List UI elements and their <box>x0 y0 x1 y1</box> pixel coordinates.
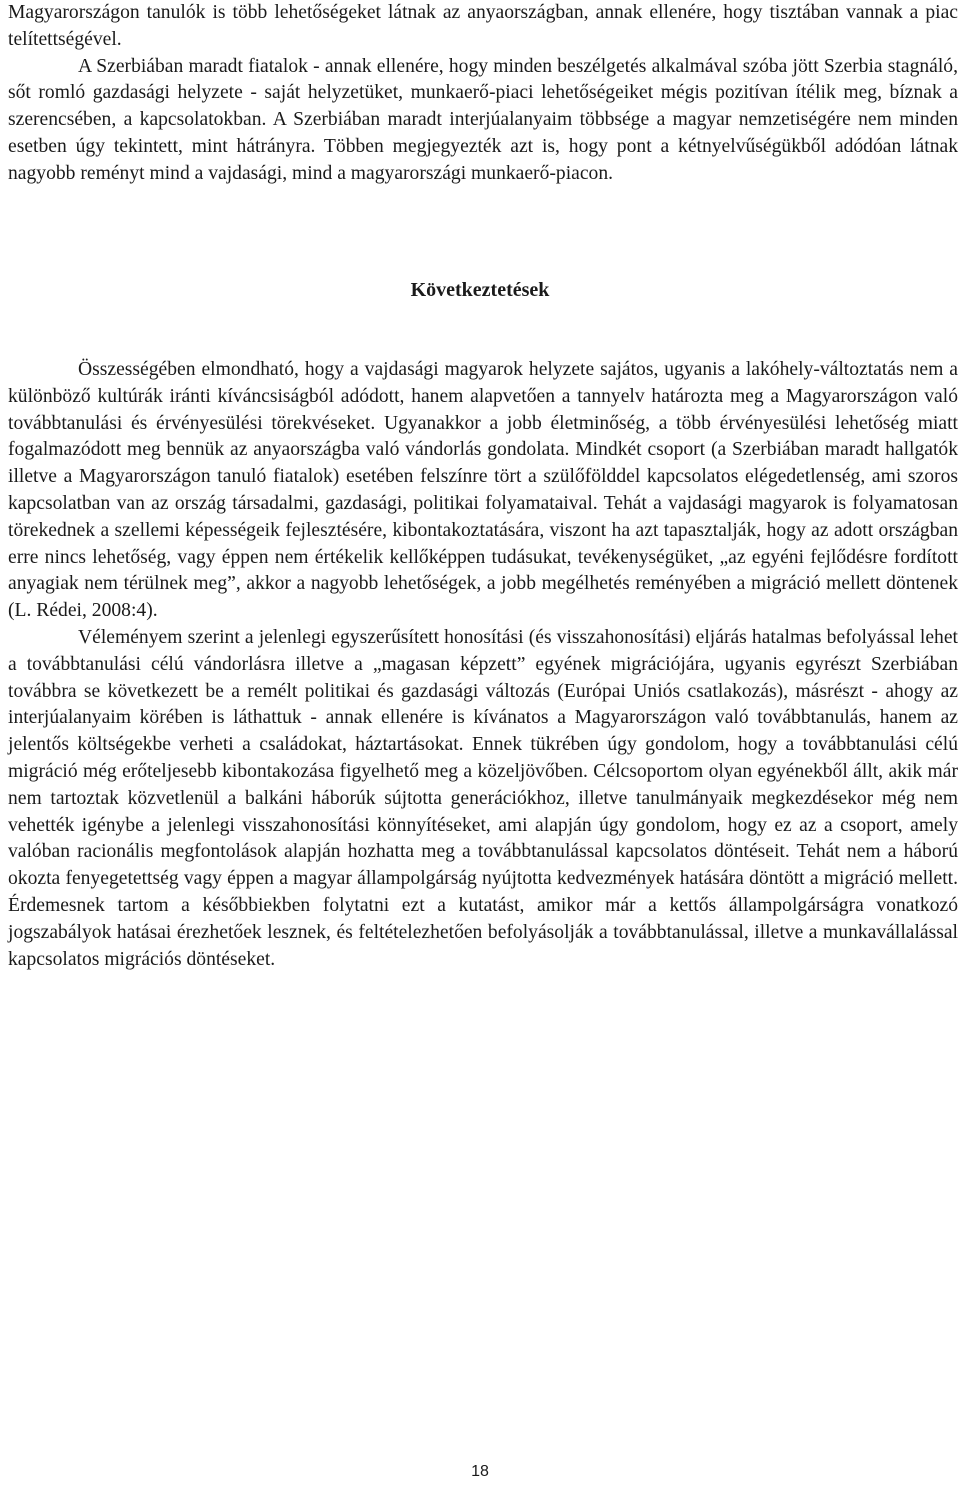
section-heading: Következtetések <box>410 279 550 301</box>
paragraph-opinion: Véleményem szerint a jelenlegi egyszerűsített honosítási (és visszahonosítási) eljárás hatalmas befolyással lehet a továbbtanulási célú vándorlásra illetve a „magasan képzett” egyének migrációjára, ugyanis egyrészt Szerbiában továbbra se következett be a remélt politikai és gazdasági változás (Európai Uniós csatlakozás), másrészt - ahogy az interjúalanyaim körében is láthattuk - annak ellenére is kívánatos a Magyarországon való továbbtanulás, hanem az jelentős költségekbe verheti a családokat, háztartásokat. Ennek tükrében úgy gondolom, hogy a továbbtanulási célú migráció még erőteljesebb kibontakozása figyelhető meg a közeljövőben. Célcsoportom olyan egyénekből állt, akik már nem tartoztak közvetlenül a balkáni háborúk sújtotta generációkhoz, illetve tanulmányaik megkezdésekor még nem vehették igénybe a jelenlegi visszahonosítási könnyítéseket, ami alapján úgy gondolom, hogy ez az a csoport, amely valóban racionális megfontolások alapján hozhatta meg a továbbtanulással kapcsolatos döntéseit. Tehát nem a háború okozta fenyegetettség vagy éppen a magyar állampolgárság nyújtotta kedvezmények hatására döntött a migráció mellett. Érdemesnek tartom a későbbiekben folytatni ezt a kutatást, amikor már a kettős állampolgárságra vonatkozó jogszabályok hatásai érezhetőek lesznek, és feltételezhetően befolyásolják a továbbtanulással, illetve a munkavállalással kapcsolatos migrációs döntéseket. <box>8 626 958 970</box>
page-number: 18 <box>471 1463 489 1480</box>
body-text-top <box>8 0 958 188</box>
paragraph-summary: Összességében elmondható, hogy a vajdasági magyarok helyzete sajátos, ugyanis a lakóhely-változtatás nem a különböző kultúrák iránti kíváncsiságból adódott, hanem alapvetően a tannyelv határozta meg a Magyarországon való továbbtanulási és érvényesülési törekvéseket. Ugyanakkor a jobb életminőség, a több érvényesülési lehetőség miatt fogalmazódott meg bennük az anyaországba való vándorlás gondolata. Mindkét csoport (a Szerbiában maradt hallgatók illetve a Magyarországon tanuló fiatalok) esetében felszínre tört a szülőfölddel kapcsolatos elégedetlenség, ami szoros kapcsolatban van az ország társadalmi, gazdasági, politikai folyamataival. Tehát a vajdasági magyarok is folyamatosan törekednek a szellemi képességeik fejlesztésére, kibontakoztatására, viszont ha azt tapasztalják, hogy az adott országban erre nincs lehetőség, vagy éppen nem értékelik kellőképpen tudásukat, tevékenységüket, „az egyéni fejlődésre fordított anyagiak nem térülnek meg”, akkor a nagyobb lehetőségek, a jobb megélhetés reményében a migráció mellett döntenek (L. Rédei, 2008:4). <box>8 359 958 622</box>
paragraph-szerbia-youth: A Szerbiában maradt fiatalok - annak ellenére, hogy minden beszélgetés alkalmával szóba jött Szerbia stagnáló, sőt romló gazdasági helyzete - saját helyzetüket, munkaerő-piaci lehetőségeiket mégis pozitívan ítélik meg, bíznak a szerencsében, a kapcsolatokban. A Szerbiában maradt interjúalanyaim többsége a magyar nemzetiségére nem minden esetben úgy tekintett, mint hátrányra. Többen megjegyezték azt is, hogy pont a kétnyelvűségükből adódóan látnak nagyobb reményt mind a vajdasági, mind a magyarországi munkaerő-piacon. <box>8 55 958 184</box>
body-text-conclusions <box>8 357 958 973</box>
paragraph-continuation: Magyarországon tanulók is több lehetőségeket látnak az anyaországban, annak ellenére, hogy tisztában vannak a piac telítettségével. <box>8 2 958 50</box>
